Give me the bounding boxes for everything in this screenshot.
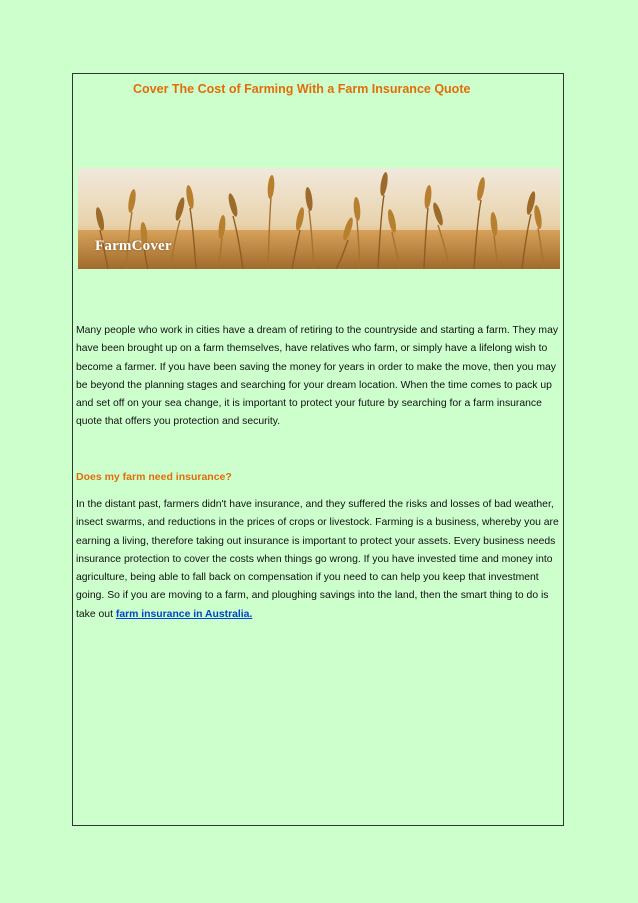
farm-insurance-link[interactable]: farm insurance in Australia. bbox=[115, 608, 253, 620]
body-paragraph bbox=[76, 496, 562, 624]
body-paragraph-text: In the distant past, farmers didn't have insurance, and they suffered the risks and losses of bad weather, insect swarms, and reductions in the prices of crops or livestock. Farming is a business, whereby you are earning a living, therefore taking out insurance is important to protect your assets. Every business needs insurance protection to cover the costs when things go wrong. If you have invested time and money into agriculture, being able to fall back on compensation if you need to can help you keep that investment going. So if you are moving to a farm, and ploughing savings into the land, then the smart thing to do is take out bbox=[76, 499, 559, 620]
farmcover-banner-image bbox=[78, 168, 560, 269]
intro-paragraph: Many people who work in cities have a dream of retiring to the countryside and starting a farm. They may have been brought up on a farm themselves, have relatives who farm, or simply have a lifelong wish to become a farmer. If you have been saving the money for years in order to make the move, then you may be beyond the planning stages and searching for your dream location. When the time comes to pack up and set off on your sea change, it is important to protect your future by searching for a farm insurance quote that offers you protection and security. bbox=[76, 325, 559, 428]
document-page bbox=[72, 73, 564, 826]
section-heading: Does my farm need insurance? bbox=[76, 471, 232, 483]
document-title: Cover The Cost of Farming With a Farm Insurance Quote bbox=[133, 82, 471, 96]
farmcover-logo: FarmCover bbox=[95, 238, 172, 254]
